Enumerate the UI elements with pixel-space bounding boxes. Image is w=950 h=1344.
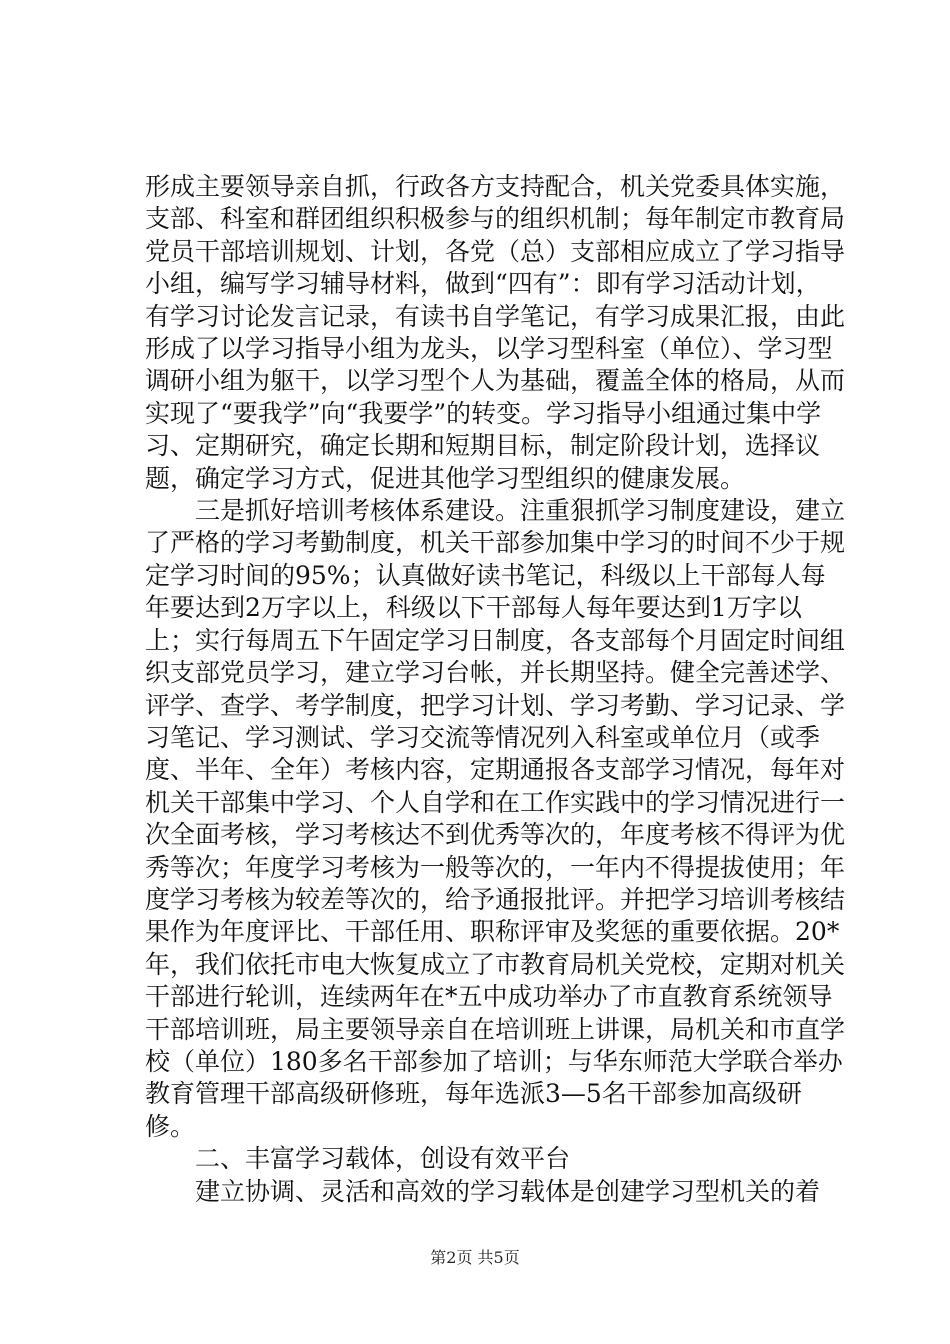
- body-text: [145, 171, 845, 1208]
- paragraph-2: 三是抓好培训考核体系建设。注重狠抓学习制度建设，建立了严格的学习考勤制度，机关干部参加集中学习的时间不少于规定学习时间的95%；认真做好读书笔记，科级以上干部每人每年要达到2万字以上，科级以下干部每人每年要达到1万字以上；实行每周五下午固定学习日制度，各支部每个月固定时间组织支部党员学习，建立学习台帐，并长期坚持。健全完善述学、评学、查学、考学制度，把学习计划、学习考勤、学习记录、学习笔记、学习测试、学习交流等情况列入科室或单位月（或季度、半年、全年）考核内容，定期通报各支部学习情况，每年对机关干部集中学习、个人自学和在工作实践中的学习情况进行一次全面考核，学习考核达不到优秀等次的，年度考核不得评为优秀等次；年度学习考核为一般等次的，一年内不得提拔使用；年度学习考核为较差等次的，给予通报批评。并把学习培训考核结果作为年度评比、干部任用、职称评审及奖惩的重要依据。20*年，我们依托市电大恢复成立了市教育局机关党校，定期对机关干部进行轮训，连续两年在*五中成功举办了市直教育系统领导干部培训班，局主要领导亲自在培训班上讲课，局机关和市直学校（单位）180多名干部参加了培训；与华东师范大学联合举办教育管理干部高级研修班，每年选派3—5名干部参加高级研修。: [145, 496, 846, 1141]
- page-number-footer: 第2页 共5页: [430, 1248, 520, 1267]
- section-heading: 二、丰富学习载体，创设有效平台: [145, 1144, 571, 1174]
- paragraph-3: 建立协调、灵活和高效的学习载体是创建学习型机关的着: [145, 1176, 821, 1206]
- paragraph-1: 形成主要领导亲自抓，行政各方支持配合，机关党委具体实施，支部、科室和群团组织积极参与的组织机制；每年制定市教育局党员干部培训规划、计划，各党（总）支部相应成立了学习指导小组，编写学习辅导材料，做到“四有”：即有学习活动计划，有学习讨论发言记录，有读书自学笔记，有学习成果汇报，由此形成了以学习指导小组为龙头，以学习型科室（单位）、学习型调研小组为躯干，以学习型个人为基础，覆盖全体的格局，从而实现了“要我学”向“我要学”的转变。学习指导小组通过集中学习、定期研究，确定长期和短期目标，制定阶段计划，选择议题，确定学习方式，促进其他学习型组织的健康发展。: [145, 172, 846, 493]
